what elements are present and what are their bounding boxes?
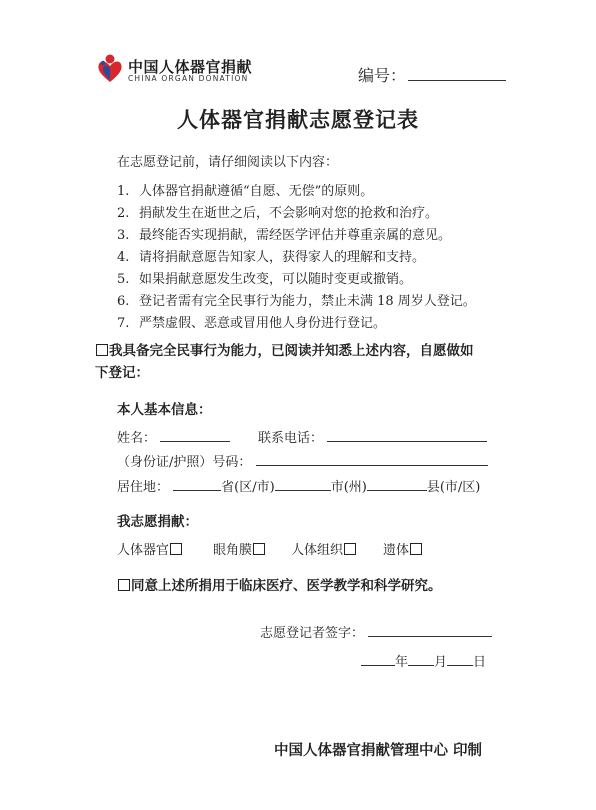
consent-checkbox[interactable] [118, 579, 130, 591]
consent-row [117, 574, 442, 594]
id-number-field[interactable] [256, 454, 488, 466]
month-label: 月 [434, 655, 448, 670]
rule-item: 1. 人体器官捐献遵循“自愿、无偿”的原则。 [117, 184, 374, 199]
date-row [361, 651, 486, 670]
donation-option-cornea[interactable] [213, 539, 266, 558]
signature-row [260, 622, 492, 641]
basic-info-title: 本人基本信息： [117, 402, 212, 418]
donation-title: 我志愿捐献： [117, 514, 198, 530]
rule-item: 4. 请将捐献意愿告知家人，获得家人的理解和支持。 [117, 250, 426, 265]
rule-item: 6. 登记者需有完全民事行为能力，禁止未满 18 周岁人登记。 [117, 294, 476, 309]
serial-number-label: 编号： [358, 66, 407, 85]
county-label: 县(市/区) [426, 480, 481, 495]
id-row [117, 451, 488, 470]
phone-label: 联系电话： [258, 431, 324, 446]
phone-field[interactable] [327, 430, 487, 442]
day-field[interactable] [447, 654, 473, 666]
residence-row [117, 476, 480, 495]
day-label: 日 [473, 655, 487, 670]
donation-option-organs[interactable] [117, 539, 183, 558]
tissue-checkbox[interactable] [344, 543, 356, 555]
donation-option-tissue[interactable] [291, 539, 357, 558]
donation-option-label: 遗体 [383, 543, 410, 558]
consent-text: 同意上述所捐用于临床医疗、医学教学和科学研究。 [131, 578, 442, 594]
logo-english-text: CHINA ORGAN DONATION [128, 74, 249, 83]
year-label: 年 [395, 655, 409, 670]
rule-item: 3. 最终能否实现捐献，需经医学评估并尊重亲属的意见。 [117, 228, 452, 243]
donation-option-label: 人体组织 [291, 543, 344, 558]
signature-label: 志愿登记者签字： [260, 626, 365, 641]
declaration-text-continued: 下登记： [95, 365, 149, 381]
declaration-checkbox[interactable] [96, 344, 108, 356]
month-field[interactable] [408, 654, 434, 666]
province-field[interactable] [173, 479, 221, 491]
organ-donation-logo-icon [94, 52, 126, 84]
province-label: 省(区/市) [221, 480, 275, 495]
declaration-text: 我具备完全民事行为能力，已阅读并知悉上述内容，自愿做如 [109, 343, 474, 359]
donation-option-label: 眼角膜 [213, 543, 253, 558]
serial-number-field[interactable] [408, 80, 506, 81]
donation-option-label: 人体器官 [117, 543, 170, 558]
name-row [117, 427, 230, 446]
donation-option-body[interactable] [383, 539, 423, 558]
logo-chinese-text: 中国人体器官捐献 [128, 58, 253, 76]
rule-item: 5. 如果捐献意愿发生改变，可以随时变更或撤销。 [117, 272, 413, 287]
phone-row [258, 427, 487, 446]
page-title: 人体器官捐献志愿登记表 [177, 108, 419, 132]
body-checkbox[interactable] [410, 543, 422, 555]
intro-text: 在志愿登记前，请仔细阅读以下内容： [117, 155, 339, 170]
rule-item: 2. 捐献发生在逝世之后，不会影响对您的抢救和治疗。 [117, 206, 439, 221]
rule-item: 7. 严禁虚假、恶意或冒用他人身份进行登记。 [117, 316, 387, 331]
signature-field[interactable] [368, 625, 492, 637]
cornea-checkbox[interactable] [253, 543, 265, 555]
name-field[interactable] [160, 430, 230, 442]
declaration [95, 340, 515, 384]
city-label: 市(州) [330, 480, 367, 495]
county-field[interactable] [367, 479, 427, 491]
city-field[interactable] [275, 479, 331, 491]
footer-printed-by: 中国人体器官捐献管理中心 印制 [274, 743, 483, 759]
year-field[interactable] [361, 654, 395, 666]
organs-checkbox[interactable] [170, 543, 182, 555]
residence-label: 居住地： [117, 480, 170, 495]
name-label: 姓名： [117, 431, 157, 446]
id-label: （身份证/护照）号码： [117, 455, 252, 470]
